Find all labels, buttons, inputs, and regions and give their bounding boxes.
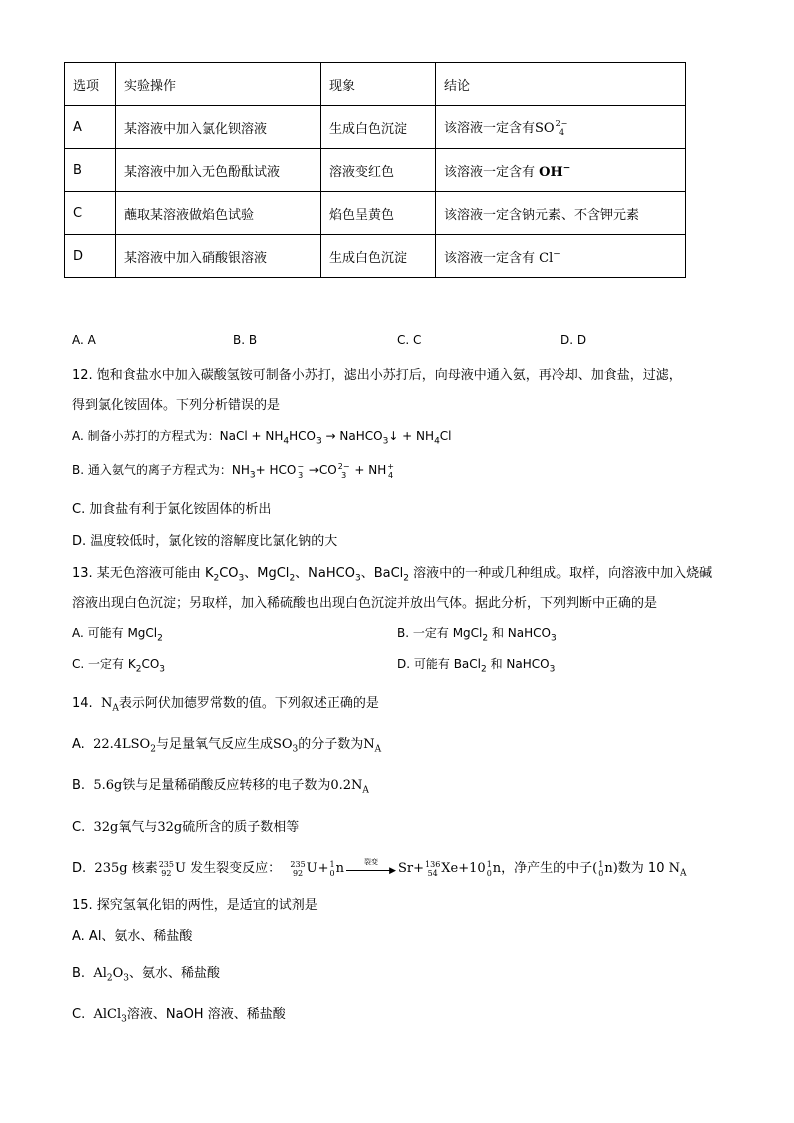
q12-stem-line1: 12. 饱和食盐水中加入碳酸氢铵可制备小苏打，滤出小苏打后，向母液中通入氨，再冷却、加食盐，过滤， bbox=[72, 368, 682, 383]
row-option: A bbox=[65, 106, 116, 149]
experiment-table bbox=[64, 62, 686, 278]
table-row bbox=[65, 149, 686, 192]
table-row bbox=[65, 192, 686, 235]
ion-formula: OH− bbox=[539, 163, 571, 180]
row-conclusion: 该溶液一定含钠元素、不含钾元素 bbox=[436, 192, 686, 235]
q12-option-a: A. 制备小苏打的方程式为：NaCl + $NH_4HCO_3$ → NaHCO$_3$↓ + $NH_4Cl$ bbox=[72, 429, 452, 447]
q15-stem: 15. 探究氢氧化铝的两性，是适宜的试剂是 bbox=[72, 898, 318, 913]
q14-option-d: D. 235g 核素 235 92 U 发生裂变反应： 235 92 U+ 1 0 n 裂变 ▶ Sr+ 136 54 Xe+10 1 0 n，净产生的中子( 1 0 n)数为 10 $N_A$ bbox=[72, 857, 687, 879]
row-conclusion: 该溶液一定含有 Cl− bbox=[436, 235, 686, 278]
q14-option-c: C. 32g氧气与32g硫所含的质子数相等 bbox=[72, 820, 300, 835]
row-phenomenon: 焰色呈黄色 bbox=[321, 192, 436, 235]
q11-option-b: B. B bbox=[233, 333, 258, 347]
q13-stem-line2: 溶液出现白色沉淀；另取样，加入稀硫酸也出现白色沉淀并放出气体。据此分析，下列判断中正确的是 bbox=[72, 596, 658, 611]
header-option: 选项 bbox=[65, 63, 116, 106]
header-conclusion: 结论 bbox=[436, 63, 686, 106]
q12-option-c: C. 加食盐有利于氯化铵固体的析出 bbox=[72, 502, 272, 517]
fission-arrow: 裂变 ▶ bbox=[346, 862, 396, 876]
q13-stem-line1: 13. 某无色溶液可能由 $K_2CO_3$、MgCl$_2$、NaHCO$_3$、BaCl$_2$ 溶液中的一种或几种组成。取样，向溶液中加入烧碱 bbox=[72, 566, 713, 584]
header-phenomenon: 现象 bbox=[321, 63, 436, 106]
table-row bbox=[65, 106, 686, 149]
row-phenomenon: 生成白色沉淀 bbox=[321, 235, 436, 278]
q14-option-b: B. 5.6g铁与足量稀硝酸反应转移的电子数为$0.2N_A$ bbox=[72, 778, 369, 796]
row-option: C bbox=[65, 192, 116, 235]
q11-option-d: D. D bbox=[560, 333, 587, 347]
ion-formula: SO 2− 4 bbox=[535, 119, 568, 138]
table-header-row bbox=[65, 63, 686, 106]
q15-option-c: C. AlCl$_3$溶液、NaOH 溶液、稀盐酸 bbox=[72, 1007, 286, 1025]
q14-stem: 14. $N_A$表示阿伏加德罗常数的值。下列叙述正确的是 bbox=[72, 696, 379, 714]
q15-option-b: B. $Al_2O_3$、氨水、稀盐酸 bbox=[72, 966, 221, 984]
ion-formula: Cl− bbox=[539, 249, 561, 266]
q13-option-a: A. 可能有 MgCl$_2$ bbox=[72, 626, 163, 644]
table-row bbox=[65, 235, 686, 278]
q15-option-a: A. Al、氨水、稀盐酸 bbox=[72, 929, 193, 944]
row-phenomenon: 溶液变红色 bbox=[321, 149, 436, 192]
q12-stem-line2: 得到氯化铵固体。下列分析错误的是 bbox=[72, 398, 281, 413]
q13-option-b: B. 一定有 MgCl$_2$ 和 NaHCO$_3$ bbox=[397, 626, 557, 644]
row-operation: 某溶液中加入无色酚酞试液 bbox=[116, 149, 321, 192]
row-option: B bbox=[65, 149, 116, 192]
header-operation: 实验操作 bbox=[116, 63, 321, 106]
q13-option-c: C. 一定有 $K_2CO_3$ bbox=[72, 657, 165, 675]
q13-option-d: D. 可能有 BaCl$_2$ 和 NaHCO$_3$ bbox=[397, 657, 556, 675]
row-conclusion: 该溶液一定含有 OH− bbox=[436, 149, 686, 192]
q11-option-c: C. C bbox=[397, 333, 422, 347]
q14-option-a: A. $22.4LSO_2$与足量氧气反应生成$SO_3$的分子数为$N_A$ bbox=[72, 737, 382, 755]
row-operation: 某溶液中加入硝酸银溶液 bbox=[116, 235, 321, 278]
row-phenomenon: 生成白色沉淀 bbox=[321, 106, 436, 149]
row-operation: 蘸取某溶液做焰色试验 bbox=[116, 192, 321, 235]
row-conclusion: 该溶液一定含有SO 2− 4 bbox=[436, 106, 686, 149]
row-operation: 某溶液中加入氯化钡溶液 bbox=[116, 106, 321, 149]
q12-option-b: B. 通入氨气的离子方程式为：$NH_3+$ HCO − 3 →CO 2− 3 + NH + 4 bbox=[72, 461, 394, 481]
q11-option-a: A. A bbox=[72, 333, 96, 347]
q12-option-d: D. 温度较低时，氯化铵的溶解度比氯化钠的大 bbox=[72, 534, 338, 549]
row-option: D bbox=[65, 235, 116, 278]
